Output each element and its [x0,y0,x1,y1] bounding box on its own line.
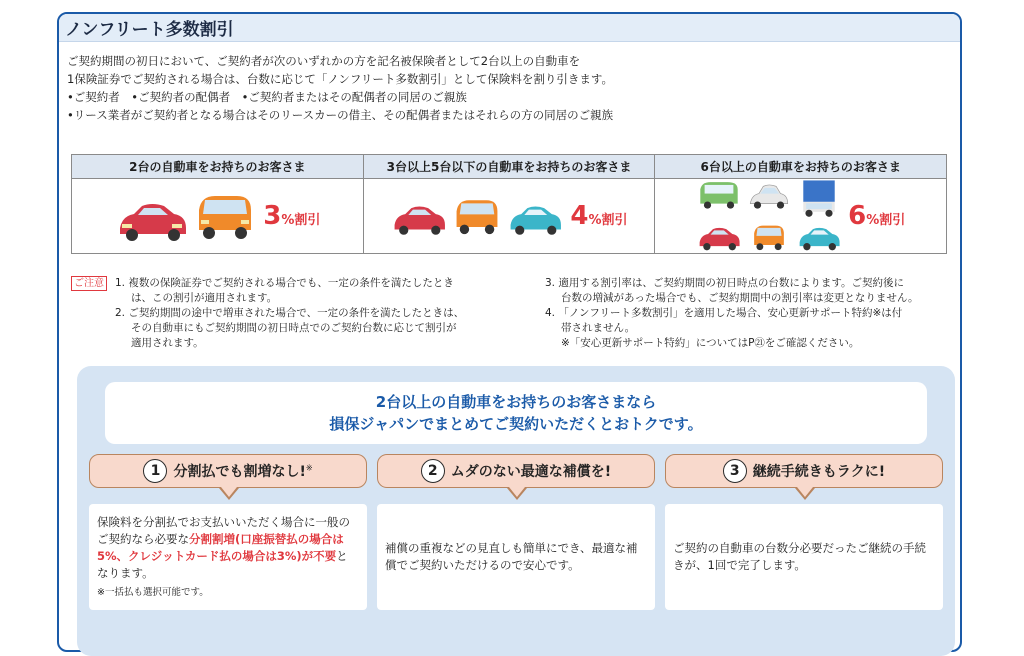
orange-car-icon [451,194,503,238]
intro-line: •ご契約者 •ご契約者の配偶者 •ご契約者またはその配偶者の同居のご親族 [67,90,467,104]
headline-line: 損保ジャパンでまとめてご契約いただくとおトクです。 [329,415,703,433]
feature-title-pill [89,454,367,488]
orange-car-icon [746,221,792,253]
car-illustrations [114,188,257,244]
feature-optimal-coverage [377,454,655,610]
benefits-headline [105,382,927,444]
caution-tag: ご注意 [71,276,107,291]
teal-car-icon [506,198,564,238]
notes-left [115,276,545,351]
cell-6-cars [655,179,947,254]
note-line: は、この割引が適用されます。 [131,292,278,304]
intro-line: 1保険証券でご契約される場合は、台数に応じて「ノンフリート多数割引」として保険料を割り引きます。 [67,72,613,86]
number-circle: 1 [143,459,167,483]
note-line: 適用されます。 [131,337,204,349]
feature-installment [89,454,367,610]
headline-line: 2台以上の自動車をお持ちのお客さまなら [375,393,657,411]
white-car-icon [746,179,792,211]
car-illustrations [390,194,564,238]
orange-car-icon [193,188,257,244]
page-title: ノンフリート多数割引 [65,20,234,40]
cell-2-cars [72,179,364,254]
note-line: 2. ご契約期間の途中で増車された場合で、一定の条件を満たしたときは、 [115,307,465,319]
red-car-icon [114,194,190,244]
feature-body: 補償の重複などの見直しも簡単にでき、最適な補償でご契約いただけるので安心です。 [377,504,655,610]
feature-easy-renewal [665,454,943,610]
green-van-icon [696,179,742,211]
header-3-5-cars: 3台以上5台以下の自動車をお持ちのお客さま [363,155,655,179]
feature-body: ご契約の自動車の台数分必要だったご継続の手続きが、1回で完了します。 [665,504,943,610]
feature-title: ムダのない最適な補償を! [450,464,612,480]
note-line: 3. 適用する割引率は、ご契約期間の初日時点の台数によります。ご契約後に [545,277,905,289]
non-fleet-discount-frame [57,12,962,652]
feature-title: 継続手続きもラクに! [752,464,886,480]
discount-rate-3: 3 %割引 [263,201,321,231]
note-line: ※「安心更新サポート特約」についてはP㉑をご確認ください。 [561,337,860,349]
cell-3-5-cars [363,179,655,254]
intro-line: •リース業者がご契約者となる場合はそのリースカーの借主、その配偶者またはそれらの方の同居のご親族 [67,108,614,122]
pointer-arrow [507,488,527,500]
discount-rate-4: 4 %割引 [570,201,628,231]
pointer-arrow [219,488,239,500]
intro-line: ご契約期間の初日において、ご契約者が次のいずれかの方を記名被保険者として2台以上の自動車を [67,54,581,68]
header-2-cars: 2台の自動車をお持ちのお客さま [72,155,364,179]
number-circle: 3 [723,459,747,483]
feature-title-pill [377,454,655,488]
red-car-icon [390,198,448,238]
benefits-panel [77,366,955,656]
header-6-cars: 6台以上の自動車をお持ちのお客さま [655,155,947,179]
feature-title-pill [665,454,943,488]
pointer-arrow [795,488,815,500]
note-line: 1. 複数の保険証券でご契約される場合でも、一定の条件を満たしたとき [115,277,454,289]
footnote: ※一括払も選択可能です。 [97,586,209,598]
note-line: 帯されません。 [561,322,636,334]
note-line: 4. 「ノンフリート多数割引」を適用した場合、安心更新サポート特約※は付 [545,307,903,319]
blue-truck-icon [796,179,842,219]
discount-rate-6: 6 %割引 [848,201,906,231]
red-car-icon [696,221,742,253]
feature-body: 保険料を分割払でお支払いいただく場合に一般のご契約なら必要な分割割増(口座振替払の場合は5%、クレジットカード払の場合は3%)が不要となります。 ※一括払も選択可能です。 [89,504,367,610]
feature-title: 分割払でも割増なし!※ [173,463,313,480]
title-bar [59,14,960,42]
note-line: 台数の増減があった場合でも、ご契約期間中の割引率は変更となりません。 [561,292,919,304]
car-illustrations [696,179,842,253]
highlight-text: 分割割増(口座振替払の場合は5%、クレジットカード払の場合は3%)が不要 [97,531,344,563]
number-circle: 2 [421,459,445,483]
notes-right [545,276,965,351]
note-line: その自動車にもご契約期間の初日時点でのご契約台数に応じて割引が [131,322,457,334]
discount-table [71,154,947,254]
teal-car-icon [796,221,842,253]
intro-text [67,52,947,124]
